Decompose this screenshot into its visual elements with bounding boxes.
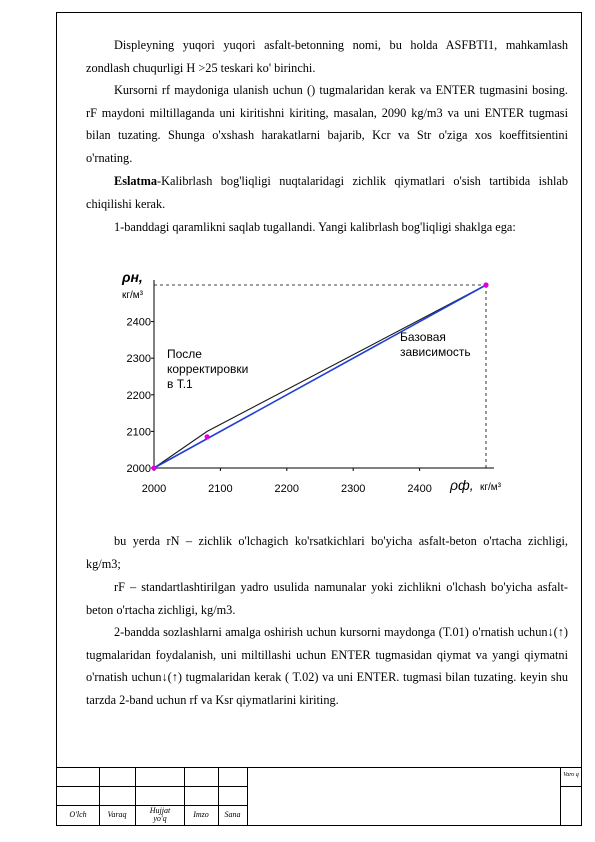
paragraph-1: Displeyning yuqori yuqori asfalt-betonning nomi, bu holda ASFBTI1, mahkamlash zondlash chuqurligi H >25 teskari ko' birinchi.	[86, 38, 568, 75]
x-tick-label: 2300	[340, 483, 366, 495]
annotation-right-line: Базовая	[400, 330, 446, 344]
annotation-left-line: корректировки	[167, 362, 249, 376]
x-tick-label: 2400	[407, 483, 432, 495]
page-label: Varo q	[563, 772, 579, 778]
paragraph-4: 1-banddagi qaramlikni saqlab tugallandi. Yangi kalibrlash bog'liqligi shaklga ega:	[114, 220, 516, 234]
stamp-cell-imzo: Imzo	[193, 810, 209, 819]
calibration-chart	[110, 268, 520, 498]
stamp-cell-sana: Sana	[224, 810, 241, 819]
x-tick-label: 2200	[274, 483, 300, 495]
stamp-cell-varaq: Varaq	[107, 810, 127, 819]
paragraph-7: 2-bandda sozlashlarni amalga oshirish uchun kursorni maydonga (T.01) o'rnatish uchun↓(↑) tugmalaridan foydalanish, uni miltillashi uchun ENTER tugmasidan qiymat va yangi qiymatni o'rnatish uchun↓(↑) tugmalaridan kerak ( T.02) va uni ENTER. tugmasi bilan tuzating. keyin shu tarzda 2-band uchun rf va Ksr qiymatlarini kiriting.	[86, 625, 568, 707]
x-axis-unit: кг/м³	[480, 482, 502, 493]
paragraph-6: rF – standartlashtirilgan yadro usulida namunalar yoki zichlikni o'lchash bo'yicha asfalt-beton o'rtacha zichligi, kg/m3.	[86, 580, 568, 617]
y-axis-unit: кг/м³	[122, 290, 144, 301]
stamp-cell-hujjat: Hujjat yo'q	[149, 806, 171, 823]
series-line-2	[154, 285, 486, 468]
y-tick-label: 2300	[126, 353, 151, 366]
data-point	[483, 282, 488, 287]
x-tick-label: 2100	[208, 483, 233, 495]
x-axis-symbol: ρф,	[450, 477, 474, 493]
paragraph-3: Eslatma-Kalibrlash bog'liqligi nuqtalaridagi zichlik qiymatlari o'sish tartibida ishlab chiqilishi kerak.	[86, 174, 568, 211]
annotation-right-line: зависимость	[400, 345, 471, 359]
data-point	[205, 434, 210, 439]
data-point	[151, 465, 156, 470]
y-tick-label: 2200	[126, 389, 151, 402]
paragraph-5: bu yerda rN – zichlik o'lchagich ko'rsatkichlari bo'yicha asfalt-beton o'rtacha zichligi, kg/m3;	[86, 534, 568, 571]
title-block	[57, 767, 581, 825]
note-label: Eslatma	[114, 174, 158, 188]
y-tick-label: 2000	[126, 463, 151, 475]
annotation-left-line: в Т.1	[167, 377, 193, 391]
y-tick-label: 2100	[126, 426, 151, 439]
stamp-cell-olch: O'lch	[69, 810, 87, 819]
x-tick-label: 2000	[141, 483, 167, 495]
annotation-left-line: После	[167, 347, 202, 361]
y-axis-symbol: ρн,	[122, 269, 143, 285]
paragraph-2: Kursorni rf maydoniga ulanish uchun () tugmalaridan kerak va ENTER tugmasini bosing. rF maydoni miltillaganda uni kiritishni kiriting, masalan, 2090 kg/m3 va uni ENTER tugmasi bilan tuzating. Shunga o'xshash harakatlarni bajarib, Kcr va Str o'ziga xos koeffitsientini o'rnating.	[86, 83, 568, 165]
y-tick-label: 2400	[126, 316, 151, 329]
